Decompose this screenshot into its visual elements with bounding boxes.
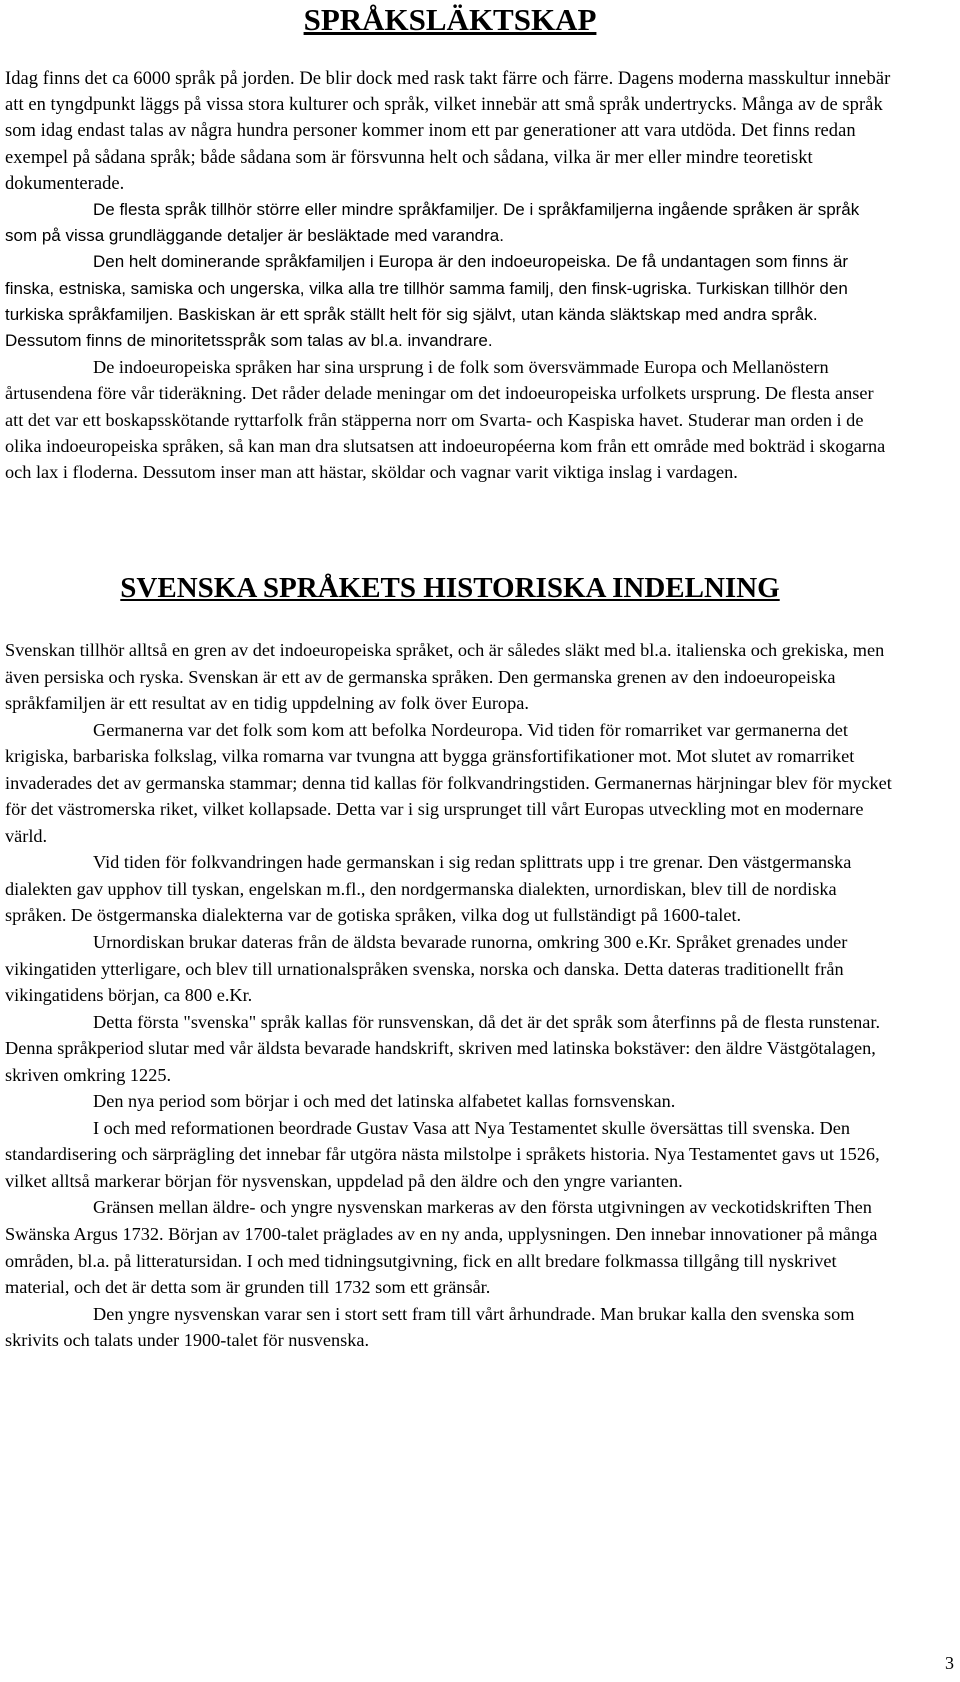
paragraph: Vid tiden för folkvandringen hade germanskan i sig redan splittrats upp i tre grenar. Den västgermanska dialekten gav upphov till tyskan, engelskan m.fl., den nordgermanska dialekten, urnordiskan, blev till de nordiska språken. De östgermanska dialekterna var de gotiska språken, vilka dog ut fullständigt på 1600-talet. [5, 852, 852, 926]
section-svenska-historia [5, 637, 895, 1354]
paragraph: I och med reformationen beordrade Gustav Vasa att Nya Testamentet skulle översättas till svenska. Den standardisering och särprägling det innebar får utgöra nästa milstolpe i språkets historia. Nya Testamentet gavs ut 1526, vilket alltså markerar början för nysvenskan, uppdelad på den äldre och den yngre varianten. [5, 1117, 880, 1191]
paragraph: Idag finns det ca 6000 språk på jorden. De blir dock med rask takt färre och färre. Dagens moderna masskultur innebär att en tyngdpunkt läggs på vissa stora kulturer och språk, vilket innebär att små språk undertrycks. Många av de språk som idag endast talas av några hundra personer kommer inom ett par generationer att vara utdöda. Det finns redan exempel på sådana språk; både sådana som är försvunna helt och sådana, vilka är mer eller mindre teoretiskt dokumenterade. [5, 69, 891, 194]
paragraph: Gränsen mellan äldre- och yngre nysvenskan markeras av den första utgivningen av veckotidskriften Then Swänska Argus 1732. Början av 1700-talet präglades av en ny anda, upplysningen. Den innebar innovationer på många områden, bl.a. på litteratursidan. I och med tidningsutgivning, fick en allt bredare folkmassa tillgång till nyskrivet material, och det är detta som är grunden till 1732 som ett gränsår. [5, 1197, 878, 1298]
paragraph: Detta första "svenska" språk kallas för runsvenskan, då det är det språk som återfinns på de flesta runstenar. Denna språkperiod slutar med vår äldsta bevarade handskrift, skriven med latinska bokstäver: den äldre Västgötalagen, skriven omkring 1225. [5, 1011, 881, 1085]
document-title: SPRÅKSLÄKTSKAP [303, 2, 597, 37]
paragraph: Germanerna var det folk som kom att befolka Nordeuropa. Vid tiden för romarriket var germanerna det krigiska, barbariska folkslag, vilka romarna var tvungna att bygga gränsfortifikationer mot. Mot slutet av romarriket invaderades det av germanska stammar; denna tid kallas för folkvandringstiden. Germanernas härjningar blev för mycket för det västromerska riket, vilket kollapsade. Detta var i sig ursprunget till vårt Europas utveckling mot en modernare värld. [5, 719, 892, 846]
paragraph: Den yngre nysvenskan varar sen i stort sett fram till vårt århundrade. Man brukar kalla den svenska som skrivits och talats under 1900-talet för nusvenska. [5, 1303, 855, 1351]
paragraph: Urnordiskan brukar dateras från de äldsta bevarade runorna, omkring 300 e.Kr. Språket grenades under vikingatiden ytterligare, och blev till urnationalspråken svenska, norska och danska. Detta dateras traditionellt från vikingatidens början, ca 800 e.Kr. [5, 932, 848, 1006]
section-heading: SVENSKA SPRÅKETS HISTORISKA INDELNING [120, 572, 780, 604]
paragraph: De flesta språk tillhör större eller mindre språkfamiljer. De i språkfamiljerna ingående språken är språk som på vissa grundläggande detaljer är besläktade med varandra. [5, 200, 860, 246]
paragraph: De indoeuropeiska språken har sina ursprung i de folk som översvämmade Europa och Mellanöstern årtusendena före vår tideräkning. Det råder delade meningar om det indoeuropeiska urfolkets ursprung. De flesta anser att det var ett boskapsskötande ryttarfolk från stäpperna norr om Svarta- och Kaspiska havet. Studerar man orden i de olika indoeuropeiska språken, så kan man dra slutsatsen att indoeuropéerna kom från ett område med bokträd i skogarna och lax i floderna. Dessutom inser man att hästar, sköldar och vagnar varit viktiga inslag i vardagen. [5, 357, 886, 483]
section-sprakslaktskap [5, 66, 895, 485]
paragraph: Den nya period som börjar i och med det latinska alfabetet kallas fornsvenskan. [93, 1091, 676, 1112]
paragraph: Svenskan tillhör alltså en gren av det indoeuropeiska språket, och är således släkt med bl.a. italienska och grekiska, men även persiska och ryska. Svenskan är ett av de germanska språken. Den germanska grenen av den indoeuropeiska språkfamiljen är ett resultat av en tidig uppdelning av folk över Europa. [5, 640, 885, 714]
paragraph: Den helt dominerande språkfamiljen i Europa är den indoeuropeiska. De få undantagen som finns är finska, estniska, samiska och ungerska, vilka alla tre tillhör samma familj, den finsk-ugriska. Turkiskan tillhör den turkiska språkfamiljen. Baskiskan är ett språk ställt helt för sig självt, utan kända släktskap med andra språk. Dessutom finns de minoritetsspråk som talas av bl.a. invandrare. [5, 252, 849, 351]
page-number: 3 [945, 1653, 954, 1673]
